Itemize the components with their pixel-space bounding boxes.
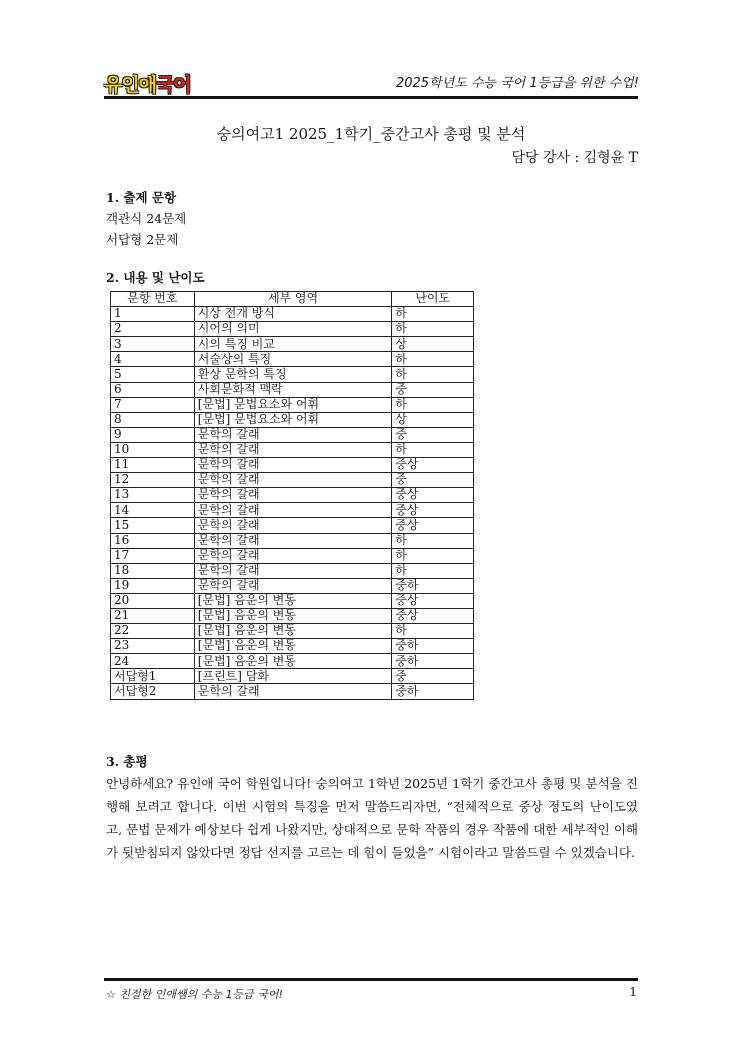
difficulty-cell: 중 (392, 669, 474, 684)
difficulty-cell: 중 (392, 427, 474, 442)
table-row (111, 593, 474, 608)
table-row (111, 307, 474, 322)
detail-area-cell: 문학의 갈래 (194, 503, 391, 518)
table-row (111, 382, 474, 397)
table-header-row (111, 292, 474, 307)
table-row (111, 367, 474, 382)
question-number-cell: 8 (111, 412, 195, 427)
question-number-cell: 21 (111, 608, 195, 623)
detail-area-cell: 환상 문학의 특징 (194, 367, 391, 382)
table-row (111, 458, 474, 473)
column-header: 난이도 (392, 292, 474, 307)
question-number-cell: 5 (111, 367, 195, 382)
detail-area-cell: [문법] 음운의 변동 (194, 593, 391, 608)
section2-heading: 2. 내용 및 난이도 (106, 270, 205, 285)
question-number-cell: 19 (111, 578, 195, 593)
difficulty-cell: 상 (392, 412, 474, 427)
detail-area-cell: 문학의 갈래 (194, 533, 391, 548)
detail-area-cell: 문학의 갈래 (194, 442, 391, 457)
header-divider (104, 96, 638, 99)
difficulty-cell: 중상 (392, 458, 474, 473)
table-row (111, 352, 474, 367)
logo (104, 70, 191, 97)
question-number-cell: 6 (111, 382, 195, 397)
difficulty-cell: 중 (392, 473, 474, 488)
question-number-cell: 13 (111, 488, 195, 503)
table-row (111, 473, 474, 488)
table-row (111, 337, 474, 352)
question-number-cell: 10 (111, 442, 195, 457)
difficulty-cell: 하 (392, 548, 474, 563)
detail-area-cell: [문법] 음운의 변동 (194, 639, 391, 654)
question-number-cell: 9 (111, 427, 195, 442)
detail-area-cell: [프린트] 담화 (194, 669, 391, 684)
table-row (111, 684, 474, 699)
difficulty-cell: 중 (392, 382, 474, 397)
table-row (111, 397, 474, 412)
detail-area-cell: 시어의 의미 (194, 322, 391, 337)
difficulty-cell: 하 (392, 397, 474, 412)
question-number-cell: 22 (111, 624, 195, 639)
detail-area-cell: [문법] 문법요소와 어휘 (194, 397, 391, 412)
detail-area-cell: 문학의 갈래 (194, 518, 391, 533)
table-row (111, 639, 474, 654)
question-number-cell: 15 (111, 518, 195, 533)
question-number-cell: 11 (111, 458, 195, 473)
footer (106, 986, 283, 1002)
detail-area-cell: 문학의 갈래 (194, 488, 391, 503)
footer-text: 친절한 인애쌤의 수능 1등급 국어! (119, 988, 283, 1001)
section1-line: 서답형 2문제 (106, 232, 179, 247)
difficulty-cell: 하 (392, 563, 474, 578)
table-row (111, 654, 474, 669)
table-row (111, 322, 474, 337)
question-number-cell: 24 (111, 654, 195, 669)
column-header: 문항 번호 (111, 292, 195, 307)
question-number-cell: 12 (111, 473, 195, 488)
difficulty-cell: 중상 (392, 608, 474, 623)
detail-area-cell: 서술상의 특징 (194, 352, 391, 367)
difficulty-cell: 중상 (392, 503, 474, 518)
table-row (111, 608, 474, 623)
difficulty-cell: 중하 (392, 639, 474, 654)
table-row (111, 488, 474, 503)
detail-area-cell: 문학의 갈래 (194, 548, 391, 563)
detail-area-cell: [문법] 음운의 변동 (194, 654, 391, 669)
difficulty-cell: 중상 (392, 518, 474, 533)
table-row (111, 624, 474, 639)
detail-area-cell: 시상 전개 방식 (194, 307, 391, 322)
difficulty-cell: 중하 (392, 654, 474, 669)
header-slogan: 2025학년도 수능 국어 1등급을 위한 수업! (395, 76, 639, 91)
detail-area-cell: 문학의 갈래 (194, 563, 391, 578)
logo-main: 유인애 (104, 74, 157, 96)
table-row (111, 578, 474, 593)
table-row (111, 533, 474, 548)
footer-divider (104, 978, 638, 981)
difficulty-cell: 하 (392, 352, 474, 367)
detail-area-cell: 사회문화적 맥락 (194, 382, 391, 397)
difficulty-cell: 중하 (392, 684, 474, 699)
difficulty-cell: 상 (392, 337, 474, 352)
question-number-cell: 3 (111, 337, 195, 352)
difficulty-cell: 하 (392, 533, 474, 548)
star-icon: ☆ (106, 988, 116, 1001)
question-number-cell: 18 (111, 563, 195, 578)
table-row (111, 518, 474, 533)
section1-line: 객관식 24문제 (106, 211, 187, 226)
document-title: 숭의여고1 2025_1학기_중간고사 총평 및 분석 (216, 125, 526, 143)
detail-area-cell: 문학의 갈래 (194, 578, 391, 593)
table-body (111, 307, 474, 699)
table-row (111, 503, 474, 518)
detail-area-cell: [문법] 문법요소와 어휘 (194, 412, 391, 427)
table-row (111, 563, 474, 578)
difficulty-cell: 하 (392, 624, 474, 639)
column-header: 세부 영역 (194, 292, 391, 307)
review-paragraph: 안녕하세요? 유인애 국어 학원입니다! 숭의여고 1학년 2025년 1학기 중간고사 총평 및 분석을 진행해 보려고 합니다. 이번 시험의 특징을 먼저 말씀드리자면, “전체적으로 중상 정도의 난이도였고, 문법 문제가 예상보다 쉽게 나왔지만, 상대적으로 문학 작품의 경우 작품에 대한 세부적인 이해가 뒷받침되지 않았다면 정답 선지를 고르는 데 힘이 들었을” 시험이라고 말씀드릴 수 있겠습니다. (106, 776, 638, 860)
question-number-cell: 1 (111, 307, 195, 322)
question-number-cell: 20 (111, 593, 195, 608)
table-row (111, 669, 474, 684)
difficulty-cell: 중하 (392, 578, 474, 593)
detail-area-cell: 문학의 갈래 (194, 427, 391, 442)
question-number-cell: 서답형2 (111, 684, 195, 699)
detail-area-cell: 시의 특징 비교 (194, 337, 391, 352)
difficulty-table (110, 291, 474, 700)
detail-area-cell: [문법] 음운의 변동 (194, 624, 391, 639)
difficulty-cell: 하 (392, 322, 474, 337)
difficulty-cell: 중상 (392, 488, 474, 503)
detail-area-cell: [문법] 음운의 변동 (194, 608, 391, 623)
difficulty-cell: 하 (392, 367, 474, 382)
question-number-cell: 2 (111, 322, 195, 337)
teacher-line: 담당 강사 : 김형윤 T (511, 150, 638, 166)
table-row (111, 548, 474, 563)
question-number-cell: 서답형1 (111, 669, 195, 684)
table-row (111, 427, 474, 442)
section3-heading: 3. 총평 (106, 754, 148, 769)
difficulty-cell: 중상 (392, 593, 474, 608)
question-number-cell: 16 (111, 533, 195, 548)
question-number-cell: 17 (111, 548, 195, 563)
detail-area-cell: 문학의 갈래 (194, 684, 391, 699)
question-number-cell: 4 (111, 352, 195, 367)
detail-area-cell: 문학의 갈래 (194, 458, 391, 473)
question-number-cell: 7 (111, 397, 195, 412)
section1-heading: 1. 출제 문항 (106, 190, 177, 205)
table-row (111, 412, 474, 427)
logo-accent: 국어 (156, 74, 191, 96)
table-row (111, 442, 474, 457)
question-number-cell: 23 (111, 639, 195, 654)
detail-area-cell: 문학의 갈래 (194, 473, 391, 488)
question-number-cell: 14 (111, 503, 195, 518)
difficulty-cell: 하 (392, 307, 474, 322)
page-number: 1 (629, 985, 637, 999)
difficulty-cell: 하 (392, 442, 474, 457)
